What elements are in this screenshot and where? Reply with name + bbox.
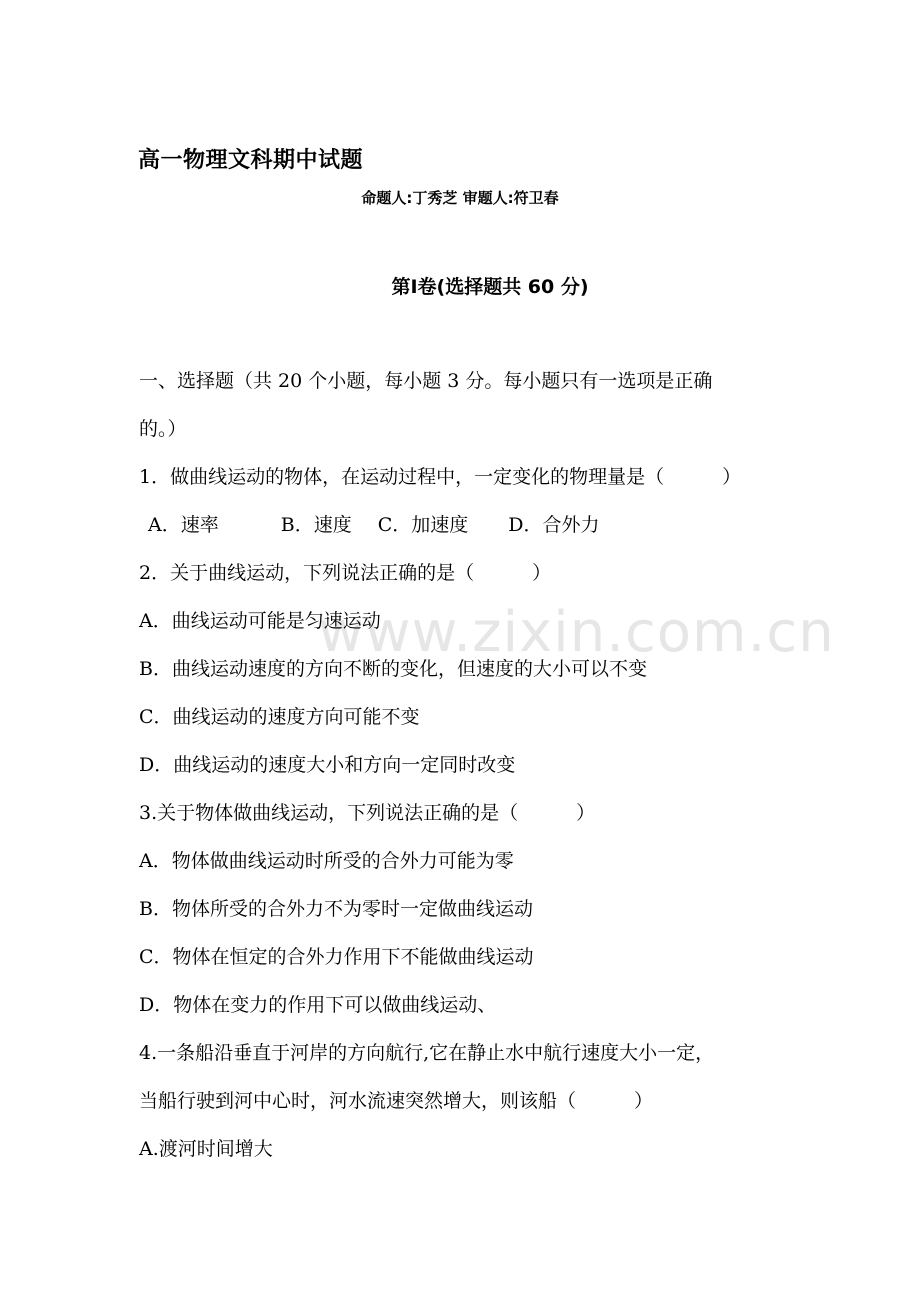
q3-option-d: D．物体在变力的作用下可以做曲线运动、 [139,994,497,1016]
instructions-line-2: 的。） [139,418,187,440]
q3-option-a: A．物体做曲线运动时所受的合外力可能为零 [139,850,514,872]
q1-option-c: C．加速度 [377,514,469,536]
question-1-options [148,513,599,537]
question-2-stem [139,561,551,585]
question-1-close: ） [722,466,742,488]
q1-option-b: B．速度 [280,514,352,536]
q2-option-b: B．曲线运动速度的方向不断的变化，但速度的大小可以不变 [139,658,647,680]
watermark: www.zixin.com.cn [318,600,835,665]
q1-option-d: D．合外力 [508,514,600,536]
question-2-text: 2．关于曲线运动，下列说法正确的是（ [139,562,475,584]
q4-option-a: A.渡河时间增大 [139,1138,273,1160]
q3-option-b: B．物体所受的合外力不为零时一定做曲线运动 [139,898,533,920]
question-4-stem-line-1: 4.一条船沿垂直于河岸的方向航行,它在静止水中航行速度大小一定， [139,1042,715,1064]
question-3-close: ） [576,802,596,824]
authors-line: 命题人:丁秀芝 审题人:符卫春 [361,189,559,207]
page-title: 高一物理文科期中试题 [138,148,364,173]
q2-option-a: A．曲线运动可能是匀速运动 [139,610,381,632]
section-heading: 第Ⅰ卷(选择题共 60 分) [391,276,589,298]
instructions-line-1: 一、选择题（共 20 个小题，每小题 3 分。每小题只有一选项是正确 [139,370,713,392]
question-4-text: 当船行驶到河中心时，河水流速突然增大，则该船（ [139,1090,577,1112]
q2-option-c: C．曲线运动的速度方向可能不变 [139,706,420,728]
question-3-stem [139,801,595,825]
question-3-text: 3.关于物体做曲线运动，下列说法正确的是（ [139,802,519,824]
question-1-text: 1．做曲线运动的物体，在运动过程中，一定变化的物理量是（ [139,466,665,488]
question-4-stem-line-2 [139,1089,653,1113]
q2-option-d: D．曲线运动的速度大小和方向一定同时改变 [139,754,516,776]
question-4-close: ） [634,1090,654,1112]
question-1-stem [139,465,741,489]
question-2-close: ） [532,562,552,584]
q1-option-a: A．速率 [148,514,219,536]
q3-option-c: C．物体在恒定的合外力作用下不能做曲线运动 [139,946,534,968]
